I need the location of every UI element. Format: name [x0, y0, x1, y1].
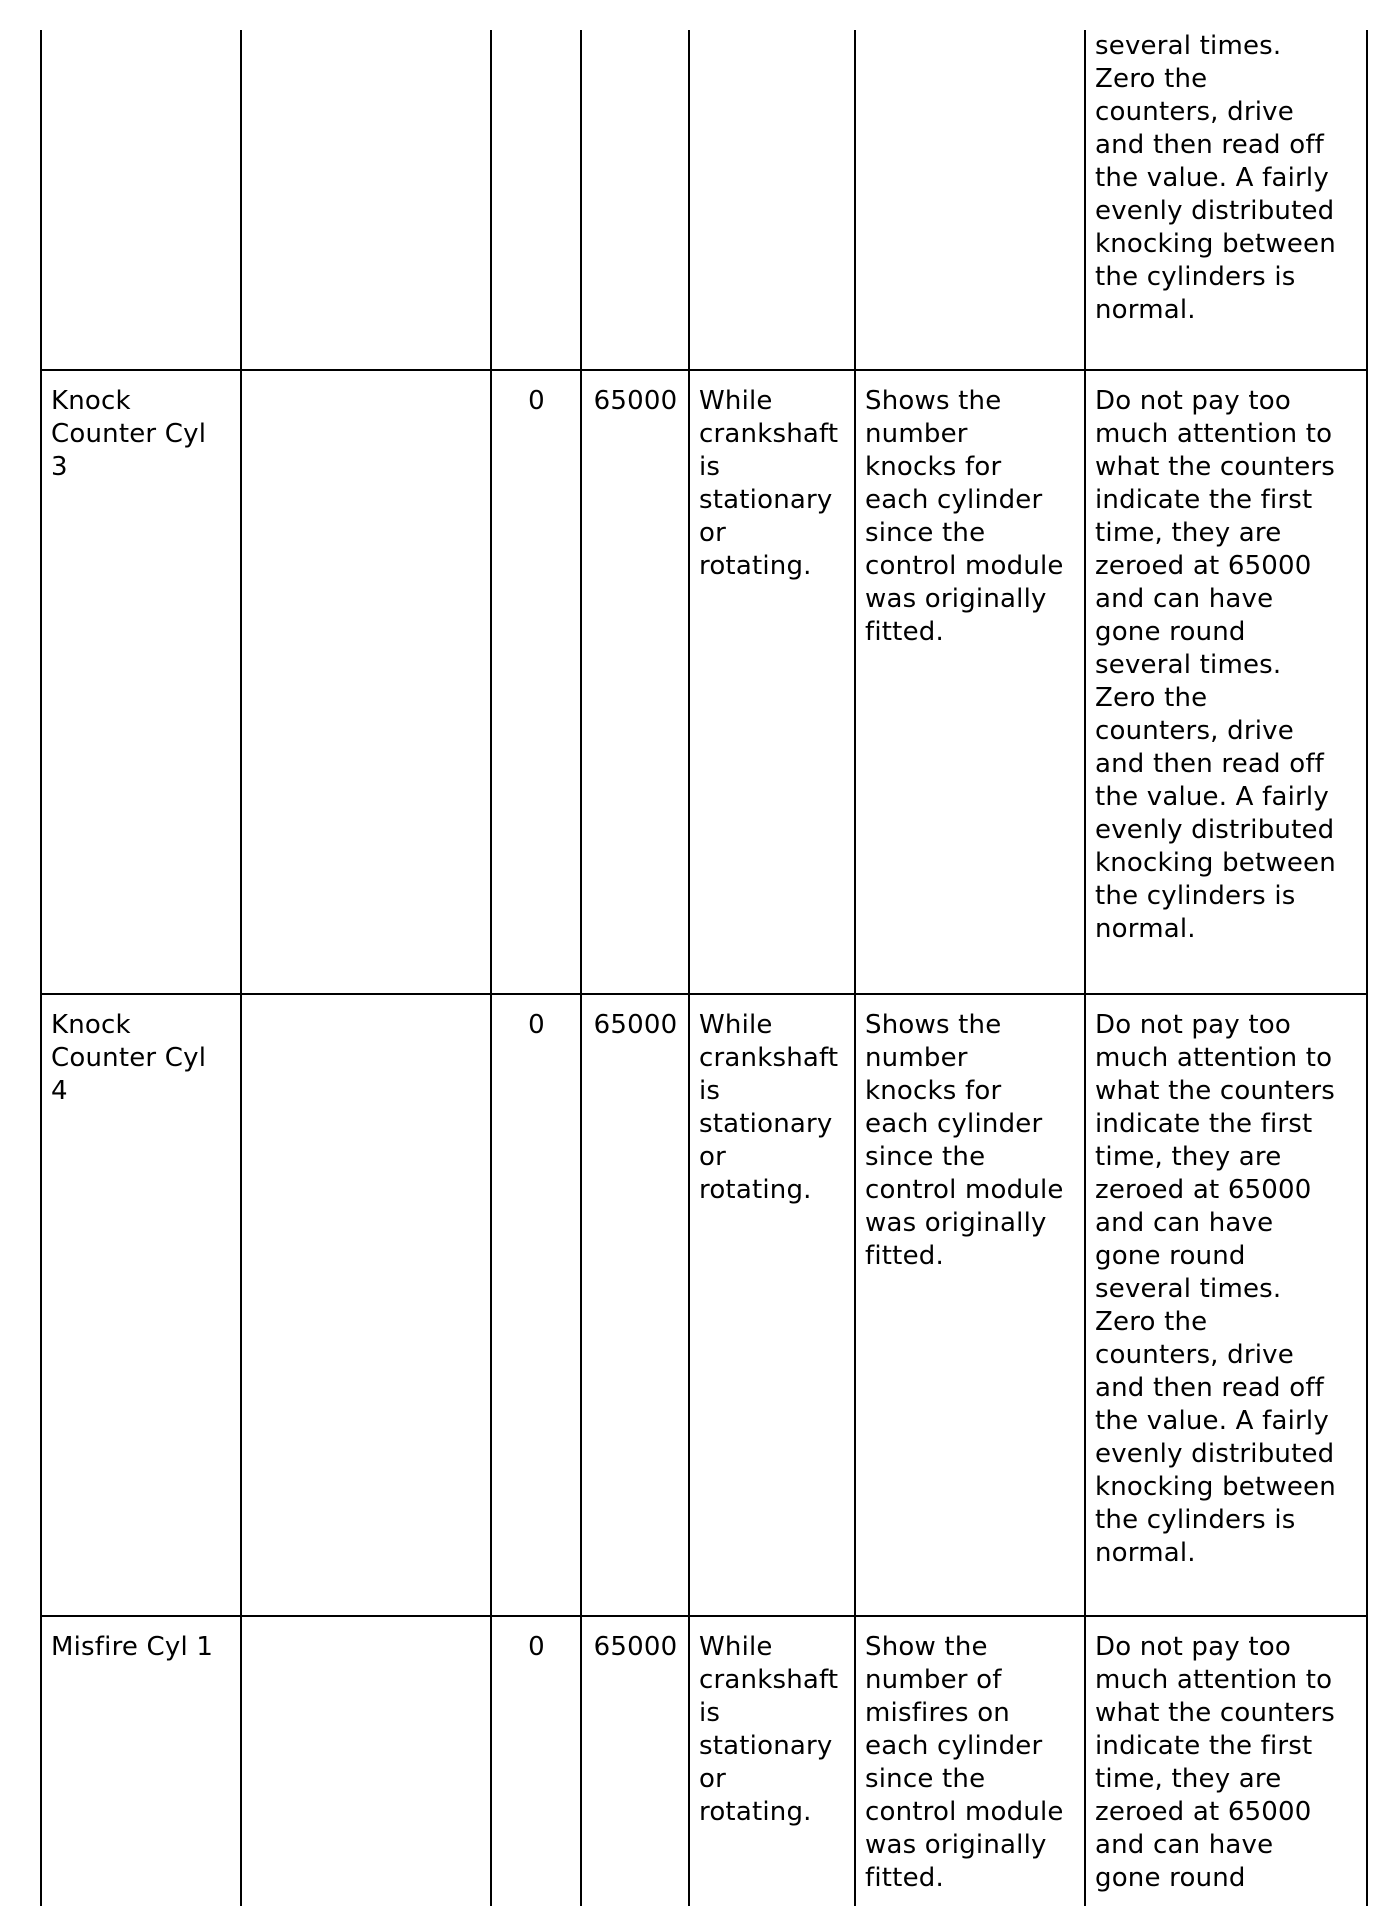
parameter-table	[40, 30, 1368, 1906]
cell-condition: While crankshaft is stationary or rotating.	[689, 1616, 855, 1906]
cell-max: 65000	[581, 1616, 689, 1906]
cell-notes: Do not pay too much attention to what the counters indicate the first time, they are zeroed at 65000 and can have gone round several times. Zero the counters, drive and then read off the value. A fairly evenly distributed knocking between the cylinders is normal.	[1085, 370, 1367, 994]
cell-description: Shows the number knocks for each cylinder since the control module was originally fitted.	[855, 370, 1085, 994]
cell-col2	[241, 30, 491, 370]
cell-name: Knock Counter Cyl 4	[41, 994, 241, 1616]
cell-max: 65000	[581, 370, 689, 994]
cell-notes: several times. Zero the counters, drive and then read off the value. A fairly evenly distributed knocking between the cylinders is normal.	[1085, 30, 1367, 370]
cell-notes: Do not pay too much attention to what the counters indicate the first time, they are zeroed at 65000 and can have gone round several times. Zero the counters, drive and then read off the value. A fairly evenly distributed knocking between the cylinders is normal.	[1085, 994, 1367, 1616]
table-row-knock-counter-cyl-4	[41, 994, 1367, 1616]
cell-min	[491, 30, 581, 370]
cell-notes: Do not pay too much attention to what the counters indicate the first time, they are zeroed at 65000 and can have gone round	[1085, 1616, 1367, 1906]
cell-description: Show the number of misfires on each cylinder since the control module was originally fitted.	[855, 1616, 1085, 1906]
cell-name: Misfire Cyl 1	[41, 1616, 241, 1906]
cell-name: Knock Counter Cyl 3	[41, 370, 241, 994]
cell-col2	[241, 370, 491, 994]
cell-col2	[241, 1616, 491, 1906]
cell-max	[581, 30, 689, 370]
table-row-misfire-cyl-1	[41, 1616, 1367, 1906]
cell-col2	[241, 994, 491, 1616]
cell-condition	[689, 30, 855, 370]
cell-condition: While crankshaft is stationary or rotating.	[689, 370, 855, 994]
cell-min: 0	[491, 994, 581, 1616]
table-row-knock-counter-cyl-3	[41, 370, 1367, 994]
cell-name	[41, 30, 241, 370]
cell-description: Shows the number knocks for each cylinder since the control module was originally fitted.	[855, 994, 1085, 1616]
cell-description	[855, 30, 1085, 370]
table-row-continued	[41, 30, 1367, 370]
cell-min: 0	[491, 1616, 581, 1906]
cell-condition: While crankshaft is stationary or rotating.	[689, 994, 855, 1616]
cell-max: 65000	[581, 994, 689, 1616]
cell-min: 0	[491, 370, 581, 994]
